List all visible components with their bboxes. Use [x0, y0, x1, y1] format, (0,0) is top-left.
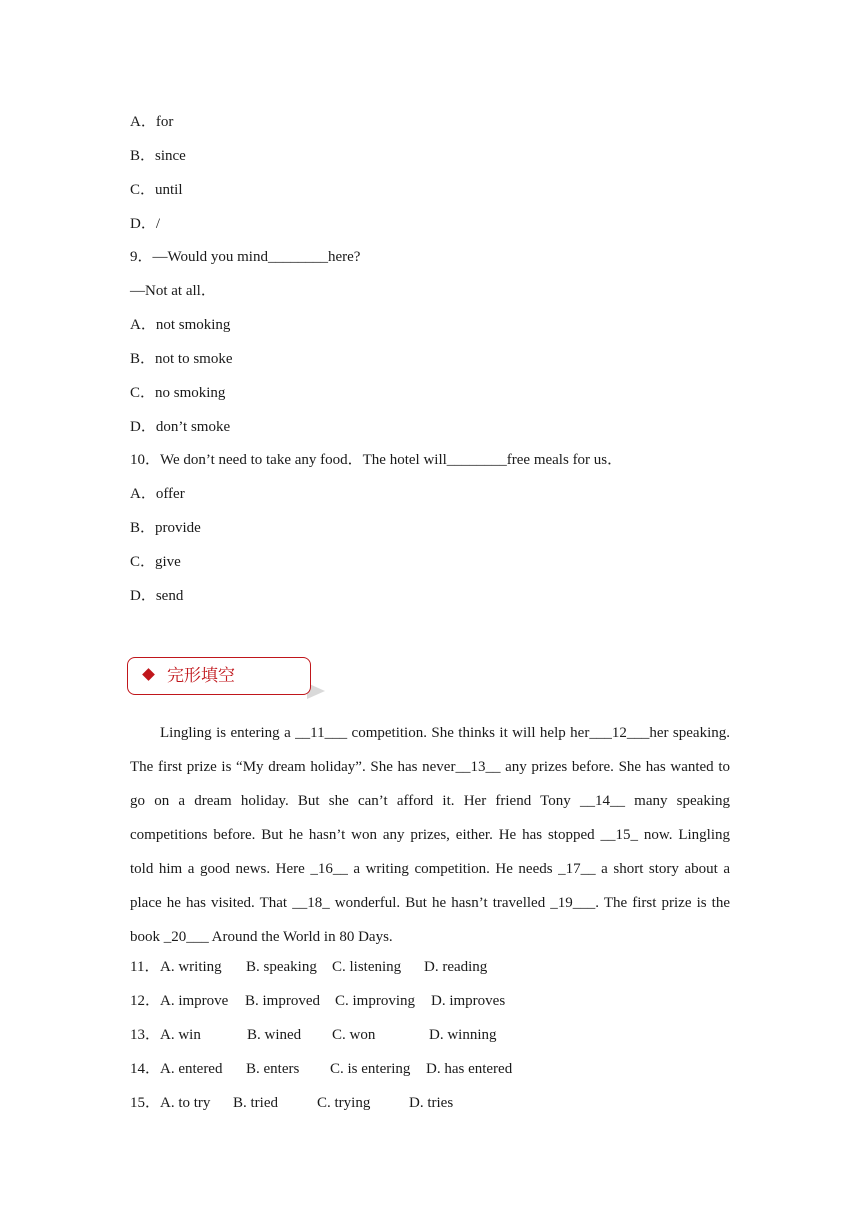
cloze-passage: [130, 716, 730, 954]
option-d: D. improves: [431, 993, 506, 1009]
option-d: D. winning: [429, 1027, 497, 1043]
option-b: B. improved: [245, 993, 320, 1009]
q9-reply: —Not at all．: [130, 283, 216, 299]
option-c: C. improving: [335, 993, 416, 1009]
section-title: 完形填空: [167, 666, 235, 686]
q9-option-a: A．not smoking: [130, 317, 231, 333]
option-d: D. tries: [409, 1095, 454, 1111]
q8-option-c: C．until: [130, 182, 183, 198]
q8-option-d: D．/: [130, 216, 161, 232]
passage-line: Lingling is entering a __11___ competition. She thinks it will help her___12___her speaking.: [160, 725, 730, 741]
banner-box: [127, 657, 311, 695]
passage-line: book _20___ Around the World in 80 Days.: [130, 929, 393, 945]
passage-line: told him a good news. Here _16__ a writing competition. He needs _17__ a short story about a: [130, 861, 730, 877]
option-b: B. enters: [246, 1061, 300, 1077]
question-number: 12．: [130, 993, 161, 1009]
q10-option-d: D．send: [130, 588, 184, 604]
option-c: C. trying: [317, 1095, 371, 1111]
option-a: A. writing: [160, 959, 222, 975]
passage-line: competitions before. But he hasn’t won any prizes, either. He has stopped __15_ now. Lingling: [130, 827, 730, 843]
q10-option-a: A．offer: [130, 486, 185, 502]
q8-option-b: B．since: [130, 148, 186, 164]
option-a: A. entered: [160, 1061, 223, 1077]
question-number: 11．: [130, 959, 160, 975]
q10-stem: 10．We don’t need to take any food．The hotel will________free meals for us．: [130, 452, 623, 468]
question-number: 13．: [130, 1027, 161, 1043]
option-c: C. is entering: [330, 1061, 411, 1077]
option-d: D. has entered: [426, 1061, 513, 1077]
option-b: B. tried: [233, 1095, 278, 1111]
option-c: C. listening: [332, 959, 402, 975]
option-a: A. improve: [160, 993, 229, 1009]
passage-line: go on a dream holiday. But she can’t afford it. Her friend Tony __14__ many speaking: [130, 793, 730, 809]
option-d: D. reading: [424, 959, 488, 975]
passage-line: The first prize is “My dream holiday”. She has never__13__ any prizes before. She has wanted to: [130, 759, 730, 775]
q8-option-a: A．for: [130, 114, 174, 130]
q10-option-c: C．give: [130, 554, 181, 570]
q9-option-b: B．not to smoke: [130, 351, 233, 367]
option-b: B. wined: [247, 1027, 302, 1043]
section-banner: [127, 657, 325, 699]
option-b: B. speaking: [246, 959, 317, 975]
question-number: 15．: [130, 1095, 161, 1111]
q10-option-b: B．provide: [130, 520, 201, 536]
q9-stem: 9．—Would you mind________here?: [130, 249, 361, 265]
option-a: A. to try: [160, 1095, 211, 1111]
question-number: 14．: [130, 1061, 161, 1077]
q9-option-c: C．no smoking: [130, 385, 226, 401]
passage-line: place he has visited. That __18_ wonderful. But he hasn’t travelled _19___. The first prize is the: [130, 895, 730, 911]
diamond-icon: [142, 668, 155, 681]
option-a: A. win: [160, 1027, 201, 1043]
option-c: C. won: [332, 1027, 376, 1043]
q9-option-d: D．don’t smoke: [130, 419, 231, 435]
